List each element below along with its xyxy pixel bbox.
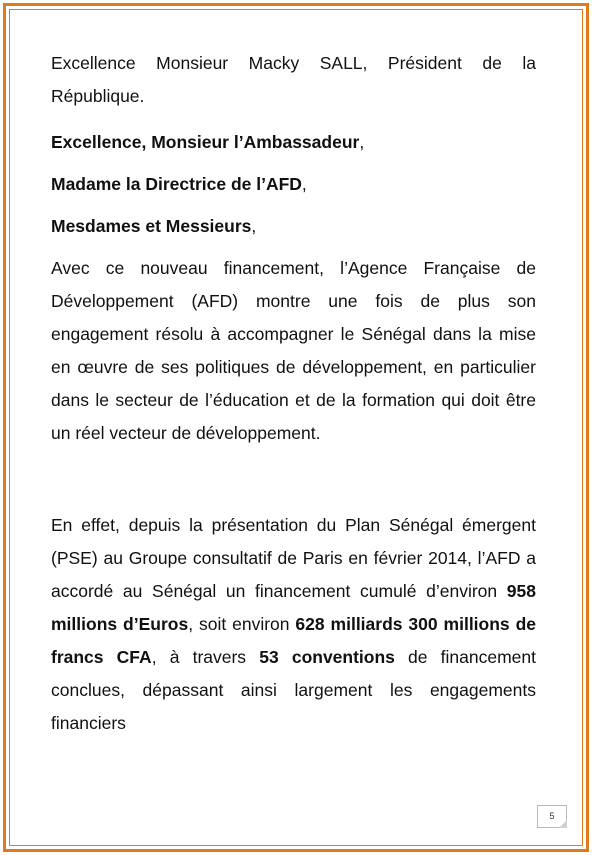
paragraph-pse-text-4: de financement conclues, dépassant ainsi largement les engagements financiers: [51, 647, 537, 733]
salutation-audience: [51, 210, 536, 243]
salutation-audience-bold: Mesdames et Messieurs: [51, 216, 252, 236]
paragraph-pse-text-2: , soit environ: [188, 614, 296, 634]
page-number: 5: [537, 805, 567, 828]
speech-body: [51, 47, 536, 740]
paragraph-pse-text-1: En effet, depuis la présentation du Plan Sénégal émergent (PSE) au Groupe consultatif de Paris en février 2014, l’AFD a accordé au Sénégal un financement cumulé d’environ: [51, 515, 536, 601]
amount-cfa: 628 milliards 300 millions de francs CFA: [51, 614, 536, 667]
salutation-director: [51, 168, 536, 201]
paragraph-financing: Avec ce nouveau financement, l’Agence Française de Développement (AFD) montre une fois de plus son engagement résolu à accompagner le Sénégal dans la mise en œuvre de ses politiques de développement, en particulier dans le secteur de l’éducation et de la formation qui doit être un réel vecteur de développement.: [51, 258, 536, 443]
salutation-director-tail: ,: [301, 174, 307, 194]
salutation-president: Excellence Monsieur Macky SALL, Président de la République.: [51, 53, 536, 106]
salutation-director-bold: Madame la Directrice de l’AFD: [51, 174, 302, 194]
salutation-ambassador-tail: ,: [359, 132, 365, 152]
paragraph-pse-text-3: , à travers: [151, 647, 260, 667]
salutation-audience-tail: ,: [251, 216, 257, 236]
salutation-ambassador: [51, 126, 536, 159]
conventions-count: 53 conventions: [259, 647, 395, 667]
amount-euros: 958 millions d’Euros: [51, 581, 536, 634]
paragraph-pse: [51, 509, 536, 740]
salutation-ambassador-bold: Excellence, Monsieur l’Ambassadeur: [51, 132, 360, 152]
